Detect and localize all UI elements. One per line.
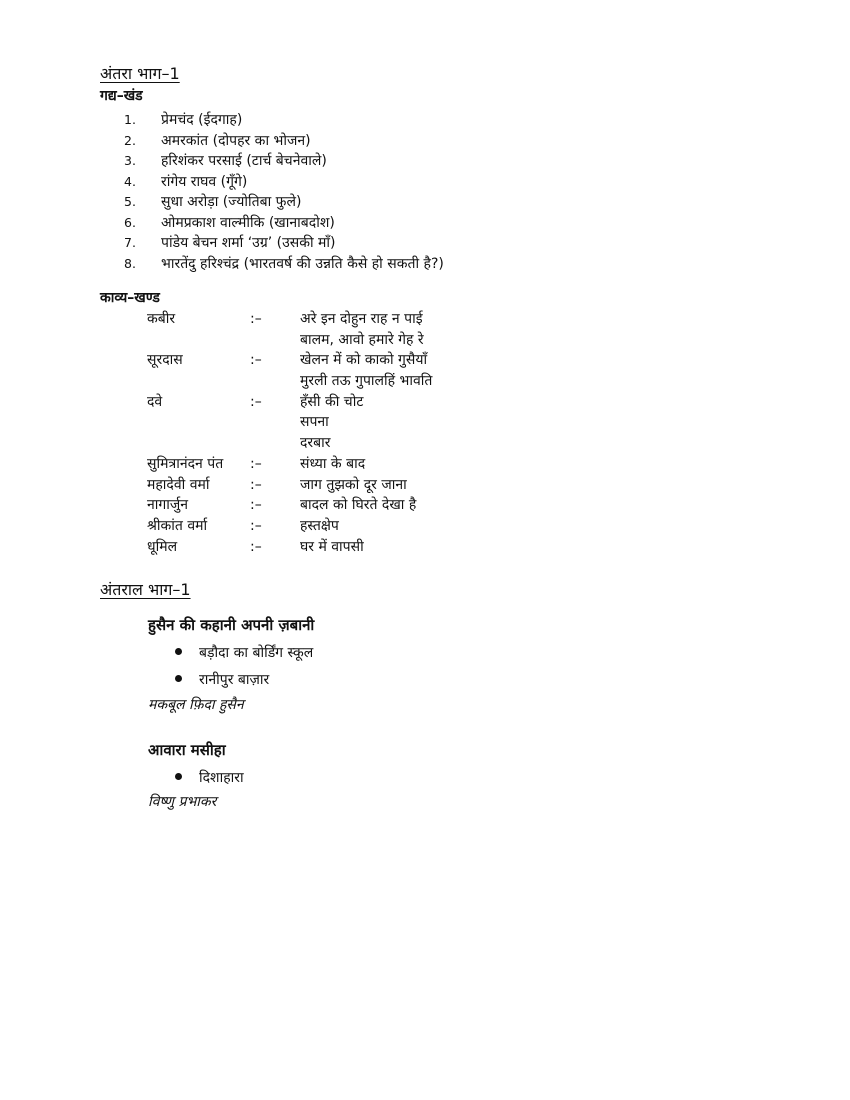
poet-name: सुमित्रानंदन पंत — [147, 455, 224, 472]
gadya-list — [100, 110, 444, 274]
author-name: मकबूल फ़िदा हुसैन — [148, 697, 244, 713]
separator: :– — [250, 538, 262, 555]
poem-title: मुरली तऊ गुपालहिं भावति — [300, 373, 433, 390]
antaral-heading: अंतराल भाग–1 — [100, 580, 191, 599]
poet-name: नागार्जुन — [147, 497, 189, 514]
bullet-item: रानीपुर बाज़ार — [175, 670, 269, 689]
poet-name: श्रीकांत वर्मा — [147, 517, 208, 534]
list-item: 2. अमरकांत (दोपहर का भोजन) — [124, 132, 311, 149]
list-item: 8. भारतेंदु हरिश्चंद्र (भारतवर्ष की उन्नति कैसे हो सकती है?) — [124, 255, 444, 272]
separator: :– — [250, 455, 262, 472]
poet-name: कबीर — [147, 311, 176, 327]
list-item: 3. हरिशंकर परसाई (टार्च बेचनेवाले) — [124, 153, 327, 169]
separator: :– — [250, 517, 262, 534]
poet-name: सूरदास — [147, 352, 183, 369]
list-item: 1. प्रेमचंद (ईदगाह) — [124, 112, 243, 128]
poem-title: संध्या के बाद — [300, 455, 366, 472]
bullet-icon — [175, 675, 182, 682]
poet-name: दवे — [147, 393, 163, 410]
separator: :– — [250, 352, 262, 369]
bullet-item: दिशाहारा — [175, 768, 244, 787]
poem-title: खेलन में को काको गुसैयाँ — [300, 352, 428, 369]
poem-title: सपना — [300, 414, 329, 431]
poem-title: दरबार — [300, 435, 331, 452]
antara-heading: अंतरा भाग–1 — [100, 64, 180, 83]
work-title: हुसैन की कहानी अपनी ज़बानी — [148, 616, 315, 634]
gadya-heading: गद्य–खंड — [100, 88, 143, 104]
bullet-icon — [175, 648, 182, 655]
list-item: 6. ओमप्रकाश वाल्मीकि (खानाबदोश) — [124, 214, 335, 231]
list-item: 5. सुधा अरोड़ा (ज्योतिबा फुले) — [124, 194, 302, 210]
work-title: आवारा मसीहा — [148, 741, 226, 759]
poet-name: महादेवी वर्मा — [147, 476, 210, 493]
separator: :– — [250, 311, 262, 327]
poem-title: जाग तुझको दूर जाना — [300, 476, 407, 493]
separator: :– — [250, 393, 262, 410]
bullet-icon — [175, 773, 182, 780]
poem-title: बालम, आवो हमारे गेह रे — [300, 331, 424, 348]
poem-title: हस्तक्षेप — [300, 517, 339, 534]
separator: :– — [250, 476, 262, 493]
poet-name: धूमिल — [147, 538, 178, 555]
kavya-heading: काव्य–खण्ड — [100, 290, 160, 306]
poem-title: घर में वापसी — [300, 538, 364, 555]
list-item: 4. रांगेय राघव (गूँगे) — [124, 173, 248, 190]
author-name: विष्णु प्रभाकर — [148, 794, 217, 810]
list-item: 7. पांडेय बेचन शर्मा ‘उग्र’ (उसकी माँ) — [124, 235, 336, 251]
separator: :– — [250, 497, 262, 514]
poem-title: हँसी की चोट — [300, 393, 364, 410]
bullet-item: बड़ौदा का बोर्डिंग स्कूल — [175, 643, 313, 662]
poem-title: बादल को घिरते देखा है — [300, 497, 417, 514]
poem-title: अरे इन दोहुन राह न पाई — [300, 311, 423, 327]
